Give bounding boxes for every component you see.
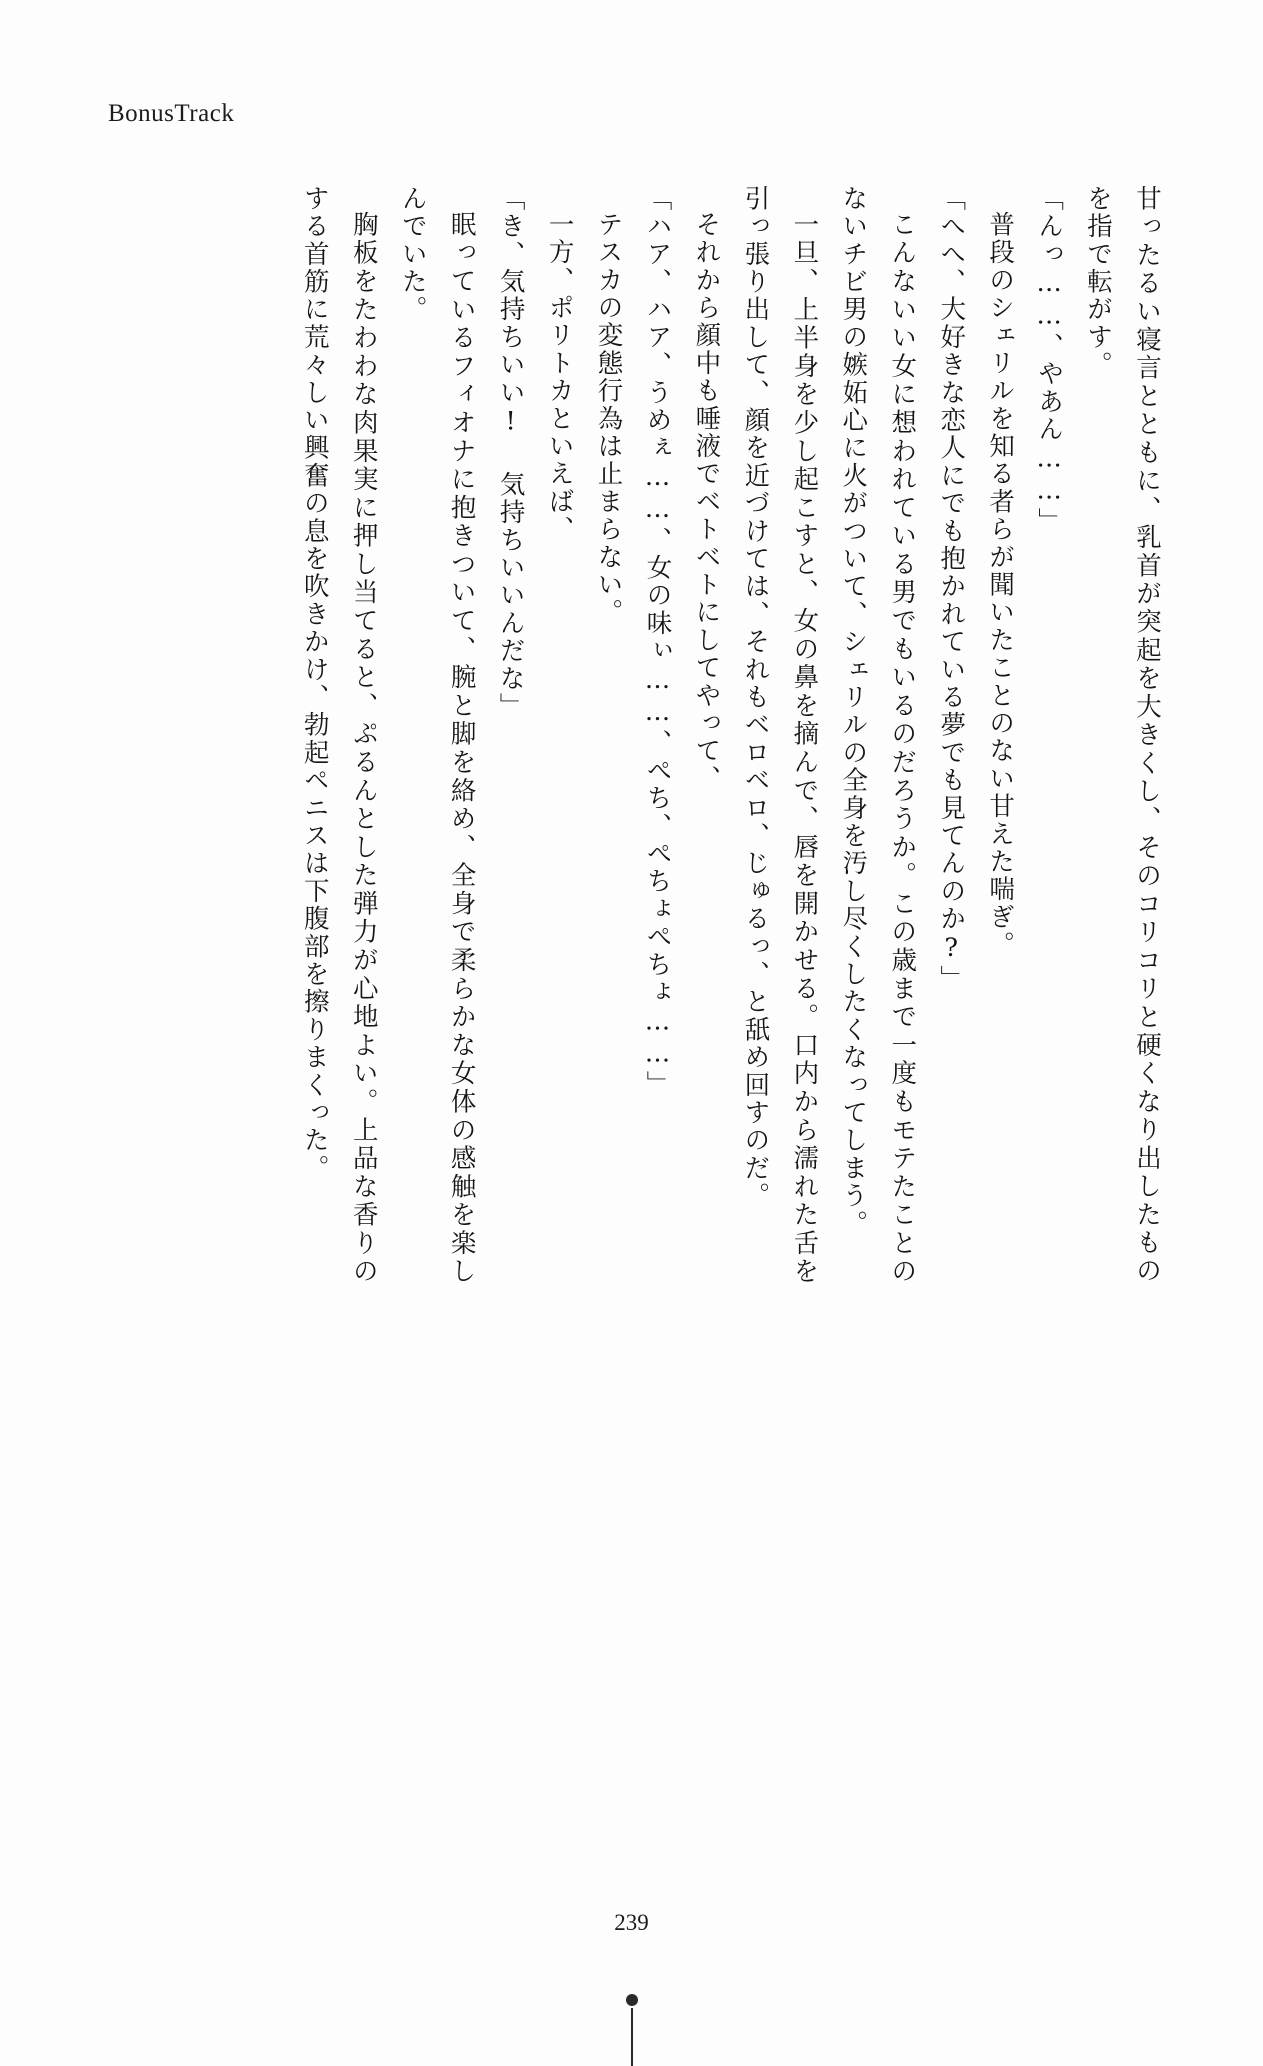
paragraph: 眠っているフィオナに抱きついて、腕と脚を絡め、全身で柔らかな女体の感触を楽しんでいた。: [397, 185, 477, 1285]
paragraph: 胸板をたわわな肉果実に押し当てると、ぷるんとした弾力が心地よい。上品な香りのする首筋に荒々しい興奮の息を吹きかけ、勃起ペニスは下腹部を擦りまくった。: [299, 185, 379, 1285]
paragraph: それから顔中も唾液でベトベトにしてやって、: [691, 210, 722, 793]
paragraph: 一方、ポリトカといえば、: [544, 210, 575, 543]
binding-dot-icon: [626, 1994, 638, 2006]
paragraph: こんないい女に想われている男でもいるのだろうか。この歳まで一度もモテたことのないチビ男の嫉妬心に火がついて、シェリルの全身を汚し尽くしたくなってしまう。: [838, 185, 918, 1285]
paragraph: 一旦、上半身を少し起こすと、女の鼻を摘んで、唇を開かせる。口内から濡れた舌を引っ張り出して、顔を近づけては、それもベロベロ、じゅるっ、と舐め回すのだ。: [740, 185, 820, 1285]
binding-rule: [631, 2008, 633, 2066]
page-number: 239: [614, 1910, 649, 1935]
paragraph: 甘ったるい寝言とともに、乳首が突起を大きくし、そのコリコリと硬くなり出したものを指で転がす。: [1083, 185, 1162, 1285]
binding-mark: [625, 1994, 639, 2066]
paragraph: 「んっ……、やあん……」: [1034, 185, 1065, 536]
paragraph: 「ハア、ハア、うめぇ……、女の味ぃ……、ぺち、ぺちょぺちょ……」: [642, 185, 673, 1099]
body-text-vertical: [111, 185, 1171, 1285]
paragraph: 「き、気持ちいい! 気持ちいいんだな」: [495, 185, 526, 721]
running-header: BonusTrack: [108, 100, 235, 127]
paragraph: 「へへ、大好きな恋人にでも抱かれている夢でも見てんのか?」: [936, 185, 967, 993]
paragraph: 普段のシェリルを知る者らが聞いたことのない甘えた喘ぎ。: [985, 210, 1016, 959]
paragraph: テスカの変態行為は止まらない。: [593, 210, 624, 626]
